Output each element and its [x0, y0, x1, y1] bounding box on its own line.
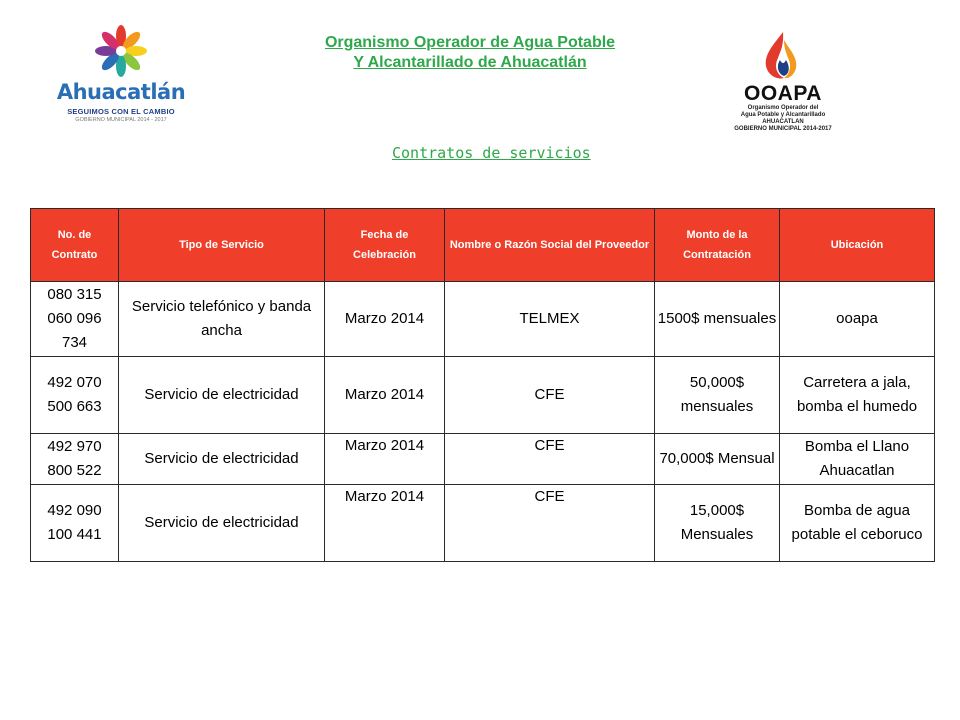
ooapa-logo-line1 — [728, 105, 838, 119]
flower-sun-icon — [94, 24, 148, 78]
column-header-numero: No. de Contrato — [31, 209, 119, 282]
cell-tipo: Servicio de electricidad — [119, 434, 325, 485]
cell-ubicacion: Bomba de agua potable el ceboruco — [780, 485, 935, 562]
organization-title-line1: Organismo Operador de Agua Potable — [324, 34, 616, 51]
cell-fecha: Marzo 2014 — [325, 485, 445, 562]
column-header-monto: Monto de la Contratación — [655, 209, 780, 282]
flame-drop-icon — [754, 30, 812, 82]
cell-numero: 492 090 100 441 — [31, 485, 119, 562]
organization-title — [250, 33, 690, 73]
cell-numero: 492 970 800 522 — [31, 434, 119, 485]
ahuacatlan-logo — [56, 24, 186, 128]
table-row — [31, 357, 935, 434]
column-header-tipo: Tipo de Servicio — [119, 209, 325, 282]
table-header-row — [31, 209, 935, 282]
cell-tipo: Servicio de electricidad — [119, 485, 325, 562]
ooapa-logo-brand: OOAPA — [744, 82, 822, 105]
cell-numero: 492 070 500 663 — [31, 357, 119, 434]
cell-ubicacion: Bomba el Llano Ahuacatlan — [780, 434, 935, 485]
cell-monto: 70,000$ Mensual — [655, 434, 780, 485]
cell-ubicacion: ooapa — [780, 282, 935, 357]
ooapa-logo-text-2: Agua Potable y Alcantarillado — [740, 112, 826, 118]
ooapa-logo-text-4: GOBIERNO MUNICIPAL 2014-2017 — [734, 126, 832, 132]
cell-proveedor: CFE — [445, 434, 655, 485]
cell-monto: 15,000$ Mensuales — [655, 485, 780, 562]
ooapa-logo-text-3: AHUACATLAN — [762, 119, 804, 125]
page-subtitle: Contratos de servicios — [392, 144, 591, 162]
ooapa-logo-text-1: Organismo Operador del — [747, 105, 819, 111]
cell-fecha: Marzo 2014 — [325, 282, 445, 357]
cell-monto: 50,000$ mensuales — [655, 357, 780, 434]
cell-proveedor: TELMEX — [445, 282, 655, 357]
cell-numero: 080 315 060 096 734 — [31, 282, 119, 357]
cell-proveedor: CFE — [445, 357, 655, 434]
table-row — [31, 485, 935, 562]
column-header-fecha: Fecha de Celebración — [325, 209, 445, 282]
ooapa-logo — [728, 30, 838, 134]
column-header-ubicacion: Ubicación — [780, 209, 935, 282]
cell-proveedor: CFE — [445, 485, 655, 562]
ahuacatlan-logo-name: Ahuacatlán — [56, 80, 186, 104]
ooapa-logo-line2 — [728, 119, 838, 133]
cell-monto: 1500$ mensuales — [655, 282, 780, 357]
column-header-proveedor: Nombre o Razón Social del Proveedor — [445, 209, 655, 282]
cell-tipo: Servicio de electricidad — [119, 357, 325, 434]
table-row — [31, 434, 935, 485]
contracts-table — [30, 208, 935, 562]
table-row — [31, 282, 935, 357]
cell-fecha: Marzo 2014 — [325, 434, 445, 485]
cell-ubicacion: Carretera a jala, bomba el humedo — [780, 357, 935, 434]
cell-fecha: Marzo 2014 — [325, 357, 445, 434]
organization-title-line2: Y Alcantarillado de Ahuacatlán — [353, 54, 587, 71]
cell-tipo: Servicio telefónico y banda ancha — [119, 282, 325, 357]
ahuacatlan-logo-subtagline: GOBIERNO MUNICIPAL 2014 - 2017 — [75, 117, 167, 123]
ahuacatlan-logo-tagline: SEGUIMOS CON EL CAMBIO — [67, 107, 175, 116]
